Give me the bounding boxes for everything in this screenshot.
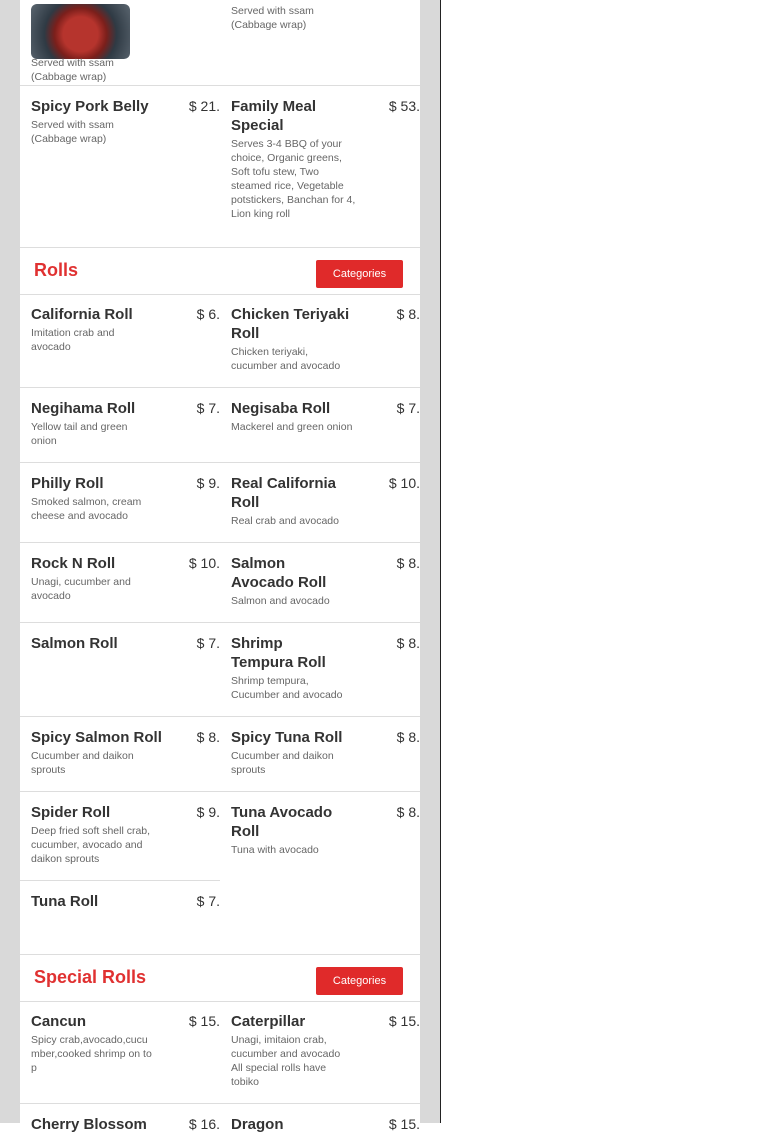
menu-item[interactable] xyxy=(31,634,220,655)
item-name: California Roll xyxy=(31,306,133,323)
item-description: Served with ssam (Cabbage wrap) xyxy=(31,57,114,83)
divider xyxy=(20,1103,420,1104)
item-price: $ 8. xyxy=(396,729,420,745)
item-description: Yellow tail and green onion xyxy=(31,421,128,447)
item-name: Spicy Salmon Roll xyxy=(31,729,162,746)
menu-item[interactable] xyxy=(31,305,220,354)
menu-item[interactable] xyxy=(31,1012,220,1075)
menu-item[interactable] xyxy=(231,305,420,373)
item-description: Unagi, cucumber and avocado xyxy=(31,576,131,602)
menu-item[interactable] xyxy=(231,803,420,857)
item-description: Tuna with avocado xyxy=(231,844,319,856)
item-name: Philly Roll xyxy=(31,475,104,492)
item-price: $ 9. xyxy=(196,804,220,820)
item-description: Smoked salmon, cream cheese and avocado xyxy=(31,496,142,522)
item-description: Chicken teriyaki, cucumber and avocado xyxy=(231,346,341,372)
item-price: $ 10. xyxy=(388,475,420,491)
item-name: Spicy Tuna Roll xyxy=(231,729,343,746)
section-header-rolls xyxy=(20,247,420,295)
item-description: Deep fried soft shell crab, cucumber, avocado and daikon sprouts xyxy=(31,825,151,865)
item-price: $ 7. xyxy=(196,400,220,416)
item-price: $ 21. xyxy=(188,98,220,114)
menu-item[interactable] xyxy=(231,634,420,702)
menu-item[interactable] xyxy=(31,97,220,146)
item-description: Serves 3-4 BBQ of your choice, Organic greens, Soft tofu stew, Two steamed rice, Vegetable potstickers, Banchan for 4, Lion king roll xyxy=(231,138,356,220)
divider xyxy=(20,542,420,543)
menu-item[interactable] xyxy=(31,399,220,448)
item-price: $ 15. xyxy=(388,1116,420,1132)
item-name: Caterpillar xyxy=(231,1013,306,1030)
divider xyxy=(20,85,420,86)
menu-item[interactable] xyxy=(231,97,420,221)
section-title: Special Rolls xyxy=(34,967,147,987)
divider xyxy=(20,387,420,388)
item-name: Salmon Avocado Roll xyxy=(231,555,327,591)
divider xyxy=(20,716,420,717)
menu-item[interactable] xyxy=(231,399,420,434)
item-name: Chicken Teriyaki Roll xyxy=(231,306,350,342)
left-gutter xyxy=(0,0,20,1123)
menu-item-with-photo[interactable] xyxy=(31,0,158,83)
item-description: Shrimp tempura, Cucumber and avocado xyxy=(231,675,343,701)
categories-button[interactable]: Categories xyxy=(316,967,403,995)
item-description: Spicy crab,avocado,cucumber,cooked shrimp on top xyxy=(31,1034,152,1074)
item-price: $ 8. xyxy=(396,555,420,571)
categories-button[interactable]: Categories xyxy=(316,260,403,288)
section-header-special-rolls xyxy=(20,954,420,1002)
item-name: Shrimp Tempura Roll xyxy=(231,635,326,671)
item-name: Negisaba Roll xyxy=(231,400,331,417)
divider xyxy=(20,880,220,881)
item-price: $ 7. xyxy=(196,893,220,909)
menu-item[interactable] xyxy=(31,554,220,603)
item-description: Unagi, imitaion crab, cucumber and avocado All special rolls have tobiko xyxy=(231,1034,341,1088)
item-price: $ 6. xyxy=(196,306,220,322)
menu-item[interactable] xyxy=(231,1012,420,1089)
divider xyxy=(20,462,420,463)
menu-item[interactable] xyxy=(31,728,220,777)
item-description: Real crab and avocado xyxy=(231,515,339,527)
item-price: $ 8. xyxy=(396,306,420,322)
divider xyxy=(20,791,420,792)
item-name: Spicy Pork Belly xyxy=(31,98,149,115)
item-price: $ 7. xyxy=(196,635,220,651)
menu-item[interactable] xyxy=(231,1115,420,1134)
item-price: $ 10. xyxy=(188,555,220,571)
item-description: Mackerel and green onion xyxy=(231,421,353,433)
item-price: $ 8. xyxy=(396,635,420,651)
item-name: Real California Roll xyxy=(231,475,337,511)
item-name: Rock N Roll xyxy=(31,555,116,572)
item-price: $ 53. xyxy=(388,98,420,114)
section-title: Rolls xyxy=(34,260,79,280)
item-description: Imitation crab and avocado xyxy=(31,327,115,353)
item-description: Cucumber and daikon sprouts xyxy=(231,750,334,776)
item-name: Spider Roll xyxy=(31,804,111,821)
item-name: Family Meal Special xyxy=(231,98,317,134)
menu-item[interactable] xyxy=(31,892,220,913)
item-description: Salmon and avocado xyxy=(231,595,330,607)
item-price: $ 16. xyxy=(188,1116,220,1132)
item-name: Salmon Roll xyxy=(31,635,118,652)
menu-item[interactable] xyxy=(231,474,420,528)
item-name: Negihama Roll xyxy=(31,400,136,417)
menu-item[interactable] xyxy=(31,803,220,866)
menu-item[interactable] xyxy=(31,474,220,523)
divider xyxy=(20,622,420,623)
menu-item[interactable] xyxy=(231,554,420,608)
item-price: $ 7. xyxy=(396,400,420,416)
item-name: Tuna Roll xyxy=(31,893,99,910)
item-description: Served with ssam (Cabbage wrap) xyxy=(31,119,114,145)
item-price: $ 15. xyxy=(188,1013,220,1029)
item-description: Cucumber and daikon sprouts xyxy=(31,750,134,776)
menu-item[interactable] xyxy=(231,4,351,32)
item-name: Tuna Avocado Roll xyxy=(231,804,333,840)
page-border xyxy=(440,0,441,1123)
item-description: Served with ssam (Cabbage wrap) xyxy=(231,5,314,31)
item-price: $ 8. xyxy=(396,804,420,820)
right-gutter xyxy=(420,0,440,1123)
item-name: Cancun xyxy=(31,1013,87,1030)
item-name: Cherry Blossom xyxy=(31,1116,147,1133)
menu-panel xyxy=(20,0,420,1133)
menu-item[interactable] xyxy=(31,1115,220,1134)
item-price: $ 9. xyxy=(196,475,220,491)
item-price: $ 15. xyxy=(388,1013,420,1029)
item-name: Dragon xyxy=(231,1116,284,1133)
item-price: $ 8. xyxy=(196,729,220,745)
menu-item[interactable] xyxy=(231,728,420,777)
